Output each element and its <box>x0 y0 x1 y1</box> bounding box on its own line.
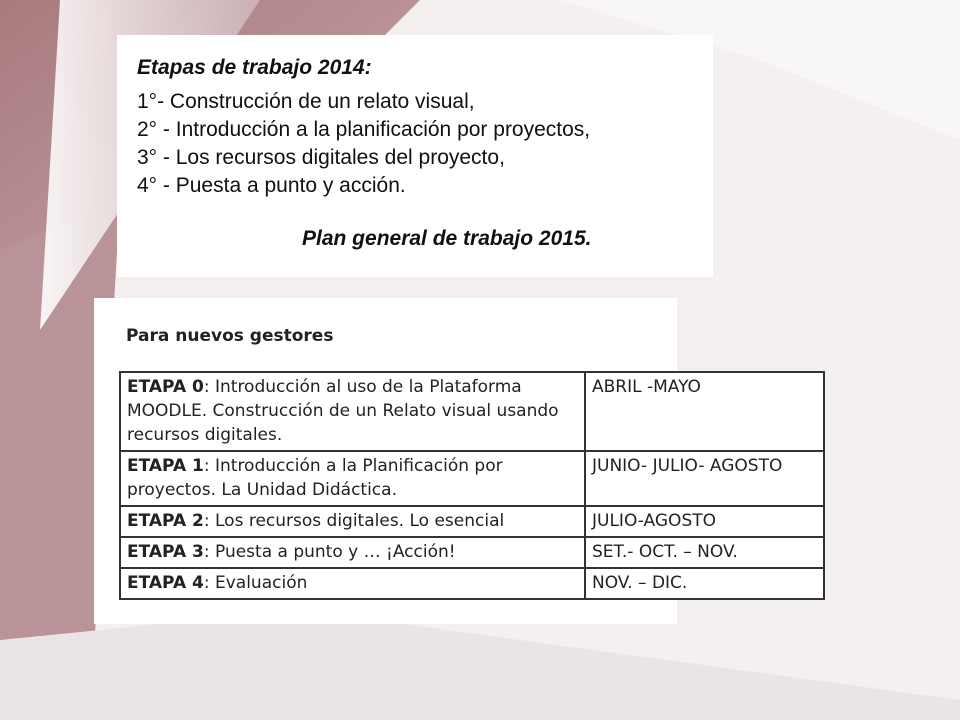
table-row <box>120 568 824 599</box>
stage-label: ETAPA 4 <box>127 573 204 593</box>
period-cell: JULIO-AGOSTO <box>585 506 824 537</box>
period-cell: JUNIO- JULIO- AGOSTO <box>585 451 824 506</box>
stages-table <box>119 371 825 600</box>
stage-description: : Introducción a la Planificación por proyectos. La Unidad Didáctica. <box>127 456 503 500</box>
stage-label: ETAPA 0 <box>127 377 204 397</box>
stage-description: : Evaluación <box>203 573 308 593</box>
plan-2014-list <box>137 88 590 200</box>
stage-cell <box>120 506 585 537</box>
plan-2014-heading: Etapas de trabajo 2014: <box>137 56 372 79</box>
stage-description: : Puesta a punto y … ¡Acción! <box>203 542 456 562</box>
stage-label: ETAPA 2 <box>127 511 204 531</box>
plan-line: 1°- Construcción de un relato visual, <box>137 90 475 113</box>
period-cell: ABRIL -MAYO <box>585 372 824 451</box>
table-row <box>120 537 824 568</box>
stage-cell <box>120 537 585 568</box>
table-row <box>120 451 824 506</box>
plan-line: 3° - Los recursos digitales del proyecto, <box>137 146 505 169</box>
plan-2015-title: Plan general de trabajo 2015. <box>302 227 592 250</box>
table-row <box>120 372 824 451</box>
stage-label: ETAPA 1 <box>127 456 204 476</box>
plan-line: 2° - Introducción a la planificación por proyectos, <box>137 118 591 141</box>
plan-line: 4° - Puesta a punto y acción. <box>137 174 406 197</box>
stage-cell <box>120 568 585 599</box>
stage-description: : Los recursos digitales. Lo esencial <box>203 511 505 531</box>
stage-description: : Introducción al uso de la Plataforma MOODLE. Construcción de un Relato visual usando recursos digitales. <box>127 377 559 445</box>
stage-cell <box>120 372 585 451</box>
stage-label: ETAPA 3 <box>127 542 204 562</box>
period-cell: NOV. – DIC. <box>585 568 824 599</box>
table-row <box>120 506 824 537</box>
stage-cell <box>120 451 585 506</box>
period-cell: SET.- OCT. – NOV. <box>585 537 824 568</box>
table-caption: Para nuevos gestores <box>126 326 334 346</box>
